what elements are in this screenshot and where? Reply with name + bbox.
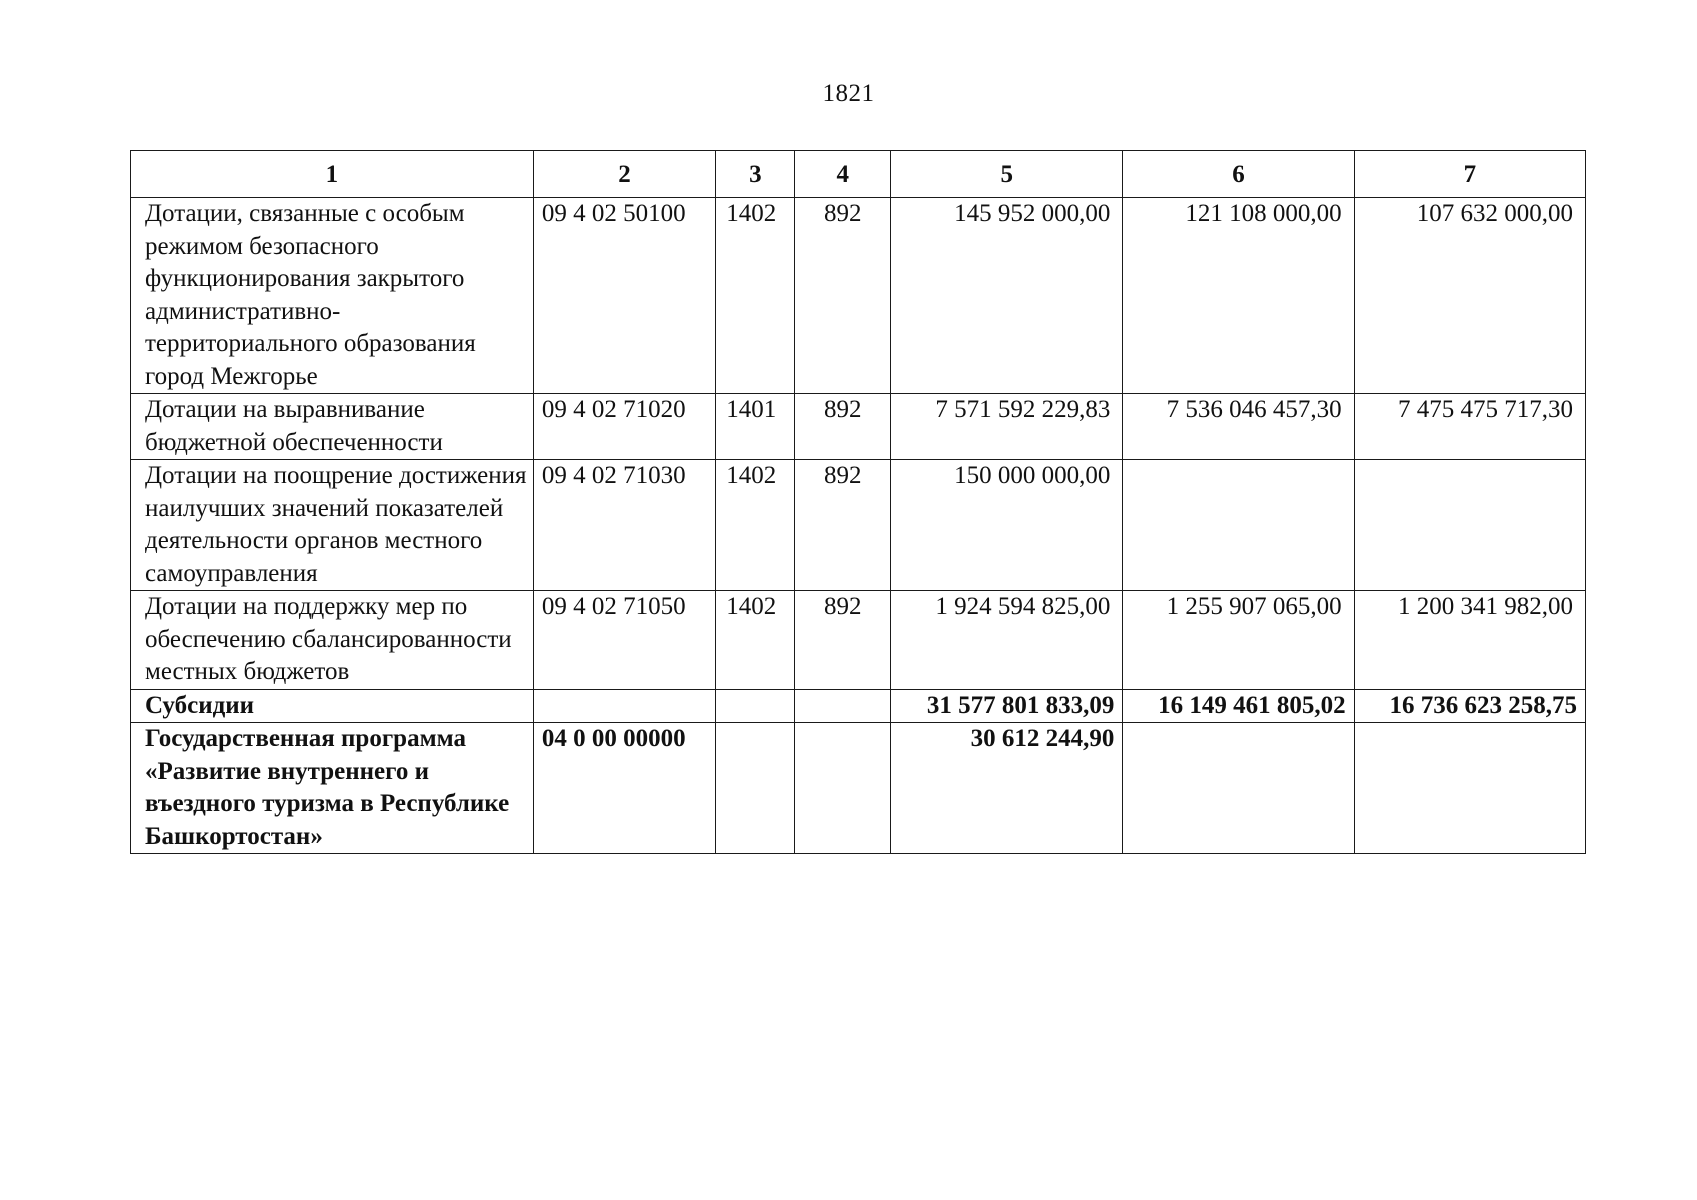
row-name: Субсидии: [131, 689, 534, 723]
row-expense-type: 892: [795, 460, 891, 591]
row-name: Дотации на поддержку мер по обеспечению сбалансированности местных бюджетов: [131, 591, 534, 690]
row-section-code: [716, 689, 795, 723]
page-number: 1821: [822, 80, 875, 107]
row-target-code: 04 0 00 00000: [533, 723, 715, 854]
row-amount-6: 16 149 461 805,02: [1123, 689, 1354, 723]
budget-table: [130, 150, 1586, 854]
row-amount-6: 121 108 000,00: [1123, 198, 1354, 394]
row-amount-6: 1 255 907 065,00: [1123, 591, 1354, 690]
table-row: [131, 460, 1586, 591]
column-header: 5: [891, 151, 1123, 198]
row-amount-5: 31 577 801 833,09: [891, 689, 1123, 723]
row-amount-7: 7 475 475 717,30: [1354, 394, 1585, 460]
row-expense-type: 892: [795, 198, 891, 394]
table-row: [131, 198, 1586, 394]
row-name: Дотации на выравнивание бюджетной обеспеченности: [131, 394, 534, 460]
column-header: 1: [131, 151, 534, 198]
row-name: Дотации, связанные с особым режимом безопасного функционирования закрытого административно-территориального образования город Межгорье: [131, 198, 534, 394]
column-header: 3: [716, 151, 795, 198]
row-amount-7: 16 736 623 258,75: [1354, 689, 1585, 723]
column-header: 2: [533, 151, 715, 198]
table-row-subtotal: [131, 689, 1586, 723]
row-amount-5: 1 924 594 825,00: [891, 591, 1123, 690]
row-section-code: 1402: [716, 198, 795, 394]
row-name: Государственная программа «Развитие внутреннего и въездного туризма в Республике Башкортостан»: [131, 723, 534, 854]
row-amount-5: 30 612 244,90: [891, 723, 1123, 854]
table-row-program: [131, 723, 1586, 854]
row-amount-7: [1354, 460, 1585, 591]
table-row: [131, 591, 1586, 690]
row-target-code: 09 4 02 50100: [533, 198, 715, 394]
row-expense-type: 892: [795, 394, 891, 460]
column-header: 7: [1354, 151, 1585, 198]
row-amount-6: [1123, 723, 1354, 854]
column-header: 6: [1123, 151, 1354, 198]
table-row: [131, 394, 1586, 460]
table-header-row: [131, 151, 1586, 198]
row-expense-type: [795, 689, 891, 723]
column-header: 4: [795, 151, 891, 198]
row-target-code: 09 4 02 71020: [533, 394, 715, 460]
row-amount-6: [1123, 460, 1354, 591]
row-target-code: 09 4 02 71030: [533, 460, 715, 591]
row-target-code: 09 4 02 71050: [533, 591, 715, 690]
row-name: Дотации на поощрение достижения наилучших значений показателей деятельности органов местного самоуправления: [131, 460, 534, 591]
row-amount-7: [1354, 723, 1585, 854]
row-section-code: 1401: [716, 394, 795, 460]
row-amount-5: 145 952 000,00: [891, 198, 1123, 394]
row-amount-5: 150 000 000,00: [891, 460, 1123, 591]
row-amount-7: 107 632 000,00: [1354, 198, 1585, 394]
row-amount-5: 7 571 592 229,83: [891, 394, 1123, 460]
row-target-code: [533, 689, 715, 723]
row-amount-6: 7 536 046 457,30: [1123, 394, 1354, 460]
row-section-code: 1402: [716, 460, 795, 591]
row-section-code: 1402: [716, 591, 795, 690]
row-section-code: [716, 723, 795, 854]
row-expense-type: [795, 723, 891, 854]
row-expense-type: 892: [795, 591, 891, 690]
row-amount-7: 1 200 341 982,00: [1354, 591, 1585, 690]
